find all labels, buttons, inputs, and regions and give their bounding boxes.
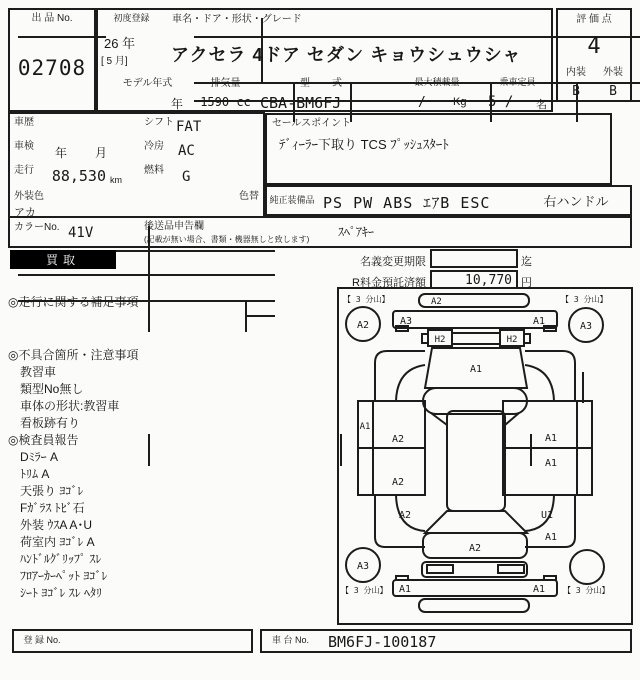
recycle-unit: 円 bbox=[521, 277, 532, 289]
damage-code: H2 bbox=[506, 335, 518, 345]
chassis-no-table bbox=[260, 629, 632, 653]
max-load-label: 最大積載量 bbox=[414, 77, 460, 88]
color-change-label: 色替 bbox=[239, 191, 259, 202]
details-box bbox=[8, 112, 265, 218]
inspector-item: Fｶﾞﾗｽ ﾄﾋﾞ石 bbox=[20, 501, 85, 515]
color-no-value: 41V bbox=[68, 225, 94, 241]
damage-code: U1 bbox=[540, 510, 554, 521]
defect-item: 類型No無し bbox=[20, 382, 84, 396]
equipment-row bbox=[265, 185, 632, 216]
damage-diagram-box bbox=[337, 287, 633, 625]
mileage-unit: km bbox=[110, 175, 122, 185]
recycle-label: R料金預託済額 bbox=[352, 277, 426, 289]
damage-code: A1 bbox=[399, 584, 412, 595]
aircon-label: 冷房 bbox=[144, 141, 164, 152]
wheel-rear-right bbox=[570, 550, 604, 584]
rear-bumper-bottom bbox=[419, 599, 529, 612]
tread-label: 【 3 分山】 bbox=[341, 586, 388, 595]
grille bbox=[450, 333, 502, 344]
damage-code: A2 bbox=[391, 434, 405, 445]
displacement-label: 排気量 bbox=[210, 77, 241, 89]
tail-light-left bbox=[427, 565, 453, 573]
defect-title: ◎不具合箇所・注意事項 bbox=[8, 348, 139, 362]
max-load-unit: Kg bbox=[453, 96, 467, 108]
colorno-row bbox=[8, 216, 632, 248]
model-code-value: CBA-BM6FJ bbox=[260, 94, 342, 112]
ext-color-label: 外装色 bbox=[14, 191, 44, 202]
model-code-label: 型 式 bbox=[300, 77, 348, 89]
recycle-amount: 10,770 bbox=[465, 273, 512, 288]
inspection-value: 年 月 bbox=[55, 146, 116, 160]
damage-code: A1 bbox=[469, 364, 483, 375]
sales-point-box bbox=[265, 113, 612, 185]
lot-number: 02708 bbox=[17, 56, 87, 80]
spare-key-value: ｽﾍﾟｱｷｰ bbox=[338, 225, 375, 239]
damage-code: A1 bbox=[544, 532, 558, 543]
chassis-no-label: 車 台 No. bbox=[271, 635, 309, 646]
fuel-value: G bbox=[182, 169, 191, 185]
damage-code: A3 bbox=[579, 321, 593, 332]
defect-item: 車体の形状:教習車 bbox=[20, 399, 120, 413]
name-change-label: 名義変更期限 bbox=[360, 256, 426, 268]
shift-value: FAT bbox=[176, 119, 202, 135]
tread-label: 【 3 分山】 bbox=[343, 295, 390, 304]
first-reg-year: 26 年 bbox=[104, 36, 136, 51]
later-items-note: (記載が無い場合、書類・機器無しと致します) bbox=[144, 235, 310, 244]
damage-diagram bbox=[339, 289, 631, 623]
sales-point-label: セールスポイント bbox=[272, 118, 352, 129]
kaitori-badge: 買取 bbox=[10, 250, 116, 269]
max-load-slash: / bbox=[418, 95, 426, 110]
exterior-grade: B bbox=[609, 84, 617, 99]
defect-item: 看板跡有り bbox=[20, 416, 81, 430]
fuel-label: 燃料 bbox=[144, 165, 164, 176]
capacity-value: 5 / bbox=[488, 94, 514, 110]
car-name: アクセラ 4ドア セダン キョウシュウシャ bbox=[171, 45, 522, 65]
grade-label: 評 価 点 bbox=[576, 14, 612, 25]
inspector-item: 外装 ｳｽA A･U bbox=[20, 518, 93, 532]
chassis-no-value: BM6FJ-100187 bbox=[328, 633, 437, 651]
capacity-label: 乗車定員 bbox=[499, 77, 536, 88]
mileage-label: 走行 bbox=[14, 165, 34, 176]
shift-label: シフト bbox=[144, 117, 174, 128]
grid-line bbox=[245, 315, 275, 317]
damage-code: A1 bbox=[359, 422, 371, 432]
equipment-label: 純正装備品 bbox=[269, 194, 315, 205]
first-reg-label: 初度登録 bbox=[113, 13, 150, 24]
damage-code: A2 bbox=[391, 477, 405, 488]
history-label: 車歴 bbox=[14, 117, 34, 128]
interior-label: 内装 bbox=[566, 66, 586, 78]
damage-code: A3 bbox=[356, 561, 370, 572]
inspector-item: Dﾐﾗｰ A bbox=[20, 450, 59, 464]
grade-box bbox=[556, 8, 632, 102]
exterior-label: 外装 bbox=[603, 66, 623, 78]
damage-code: A3 bbox=[400, 316, 413, 327]
inspector-item: ﾌﾛｱｰｶｰﾍﾟｯﾄ ﾖｺﾞﾚ bbox=[20, 569, 108, 583]
equipment-value: PS PW ABS ｴｱB ESC bbox=[323, 194, 491, 212]
aircon-value: AC bbox=[178, 143, 195, 159]
inspector-item: 荷室内 ﾖｺﾞﾚ A bbox=[20, 535, 95, 549]
defect-item: 教習車 bbox=[20, 365, 57, 379]
damage-code: A2 bbox=[468, 543, 482, 554]
car-name-label: 車名・ドア・形状・グレード bbox=[172, 14, 302, 25]
damage-code: A2 bbox=[398, 510, 412, 521]
rear-left-fender bbox=[375, 495, 425, 547]
inspector-item: ｼｰﾄ ﾖｺﾞﾚ ｽﾚ ﾍﾀﾘ bbox=[20, 586, 103, 600]
ext-color-value: アカ bbox=[14, 207, 36, 219]
roof bbox=[447, 411, 505, 511]
damage-code: A2 bbox=[356, 320, 370, 331]
capacity-unit: 名 bbox=[536, 99, 547, 111]
color-no-label: カラーNo. bbox=[14, 222, 60, 233]
later-items-label: 後送品申告欄 bbox=[144, 221, 204, 232]
registration-no-table bbox=[12, 629, 253, 653]
damage-code: A1 bbox=[533, 316, 546, 327]
damage-code: A1 bbox=[533, 584, 546, 595]
first-reg-month: [ 5 月] bbox=[101, 56, 128, 67]
tread-label: 【 3 分山】 bbox=[563, 586, 610, 595]
model-year-label: モデル年式 bbox=[122, 77, 173, 89]
inspector-item: ﾄﾘﾑ A bbox=[20, 467, 50, 481]
displacement-value: 1590 cc bbox=[200, 95, 251, 109]
grid-line bbox=[18, 274, 275, 276]
handle-value: 右ハンドル bbox=[543, 194, 609, 209]
grid-line bbox=[148, 434, 150, 466]
interior-grade: B bbox=[572, 84, 580, 99]
grade-score: 4 bbox=[587, 33, 601, 59]
damage-code: A1 bbox=[544, 458, 558, 469]
name-change-field bbox=[430, 249, 518, 268]
lot-label: 出 品 No. bbox=[31, 13, 73, 24]
inspector-item: 天張り ﾖｺﾞﾚ bbox=[20, 484, 84, 498]
inspector-item: ﾊﾝﾄﾞﾙｸﾞﾘｯﾌﾟ ｽﾚ bbox=[20, 552, 102, 566]
damage-code: H2 bbox=[434, 335, 446, 345]
front-right-fender bbox=[525, 351, 575, 401]
damage-code: A2 bbox=[431, 297, 442, 307]
sales-point-text: ﾃﾞｨｰﾗｰ下取り TCS ﾌﾟｯｼｭｽﾀｰﾄ bbox=[279, 137, 449, 152]
inspector-title: ◎検査員報告 bbox=[8, 433, 79, 447]
front-left-fender bbox=[375, 351, 425, 401]
damage-code: A1 bbox=[544, 433, 558, 444]
model-year-value: 年 bbox=[170, 97, 183, 111]
lot-box bbox=[8, 8, 96, 112]
tread-label: 【 3 分山】 bbox=[561, 295, 608, 304]
registration-no-label: 登 録 No. bbox=[23, 635, 61, 646]
tail-light-right bbox=[498, 565, 524, 573]
rear-window bbox=[425, 511, 527, 533]
name-change-suffix: 迄 bbox=[521, 256, 532, 268]
running-notes-title: ◎走行に関する補足事項 bbox=[8, 295, 139, 309]
inspection-label: 車検 bbox=[14, 141, 34, 152]
mileage-value: 88,530 bbox=[51, 167, 106, 185]
header-box bbox=[96, 8, 553, 112]
